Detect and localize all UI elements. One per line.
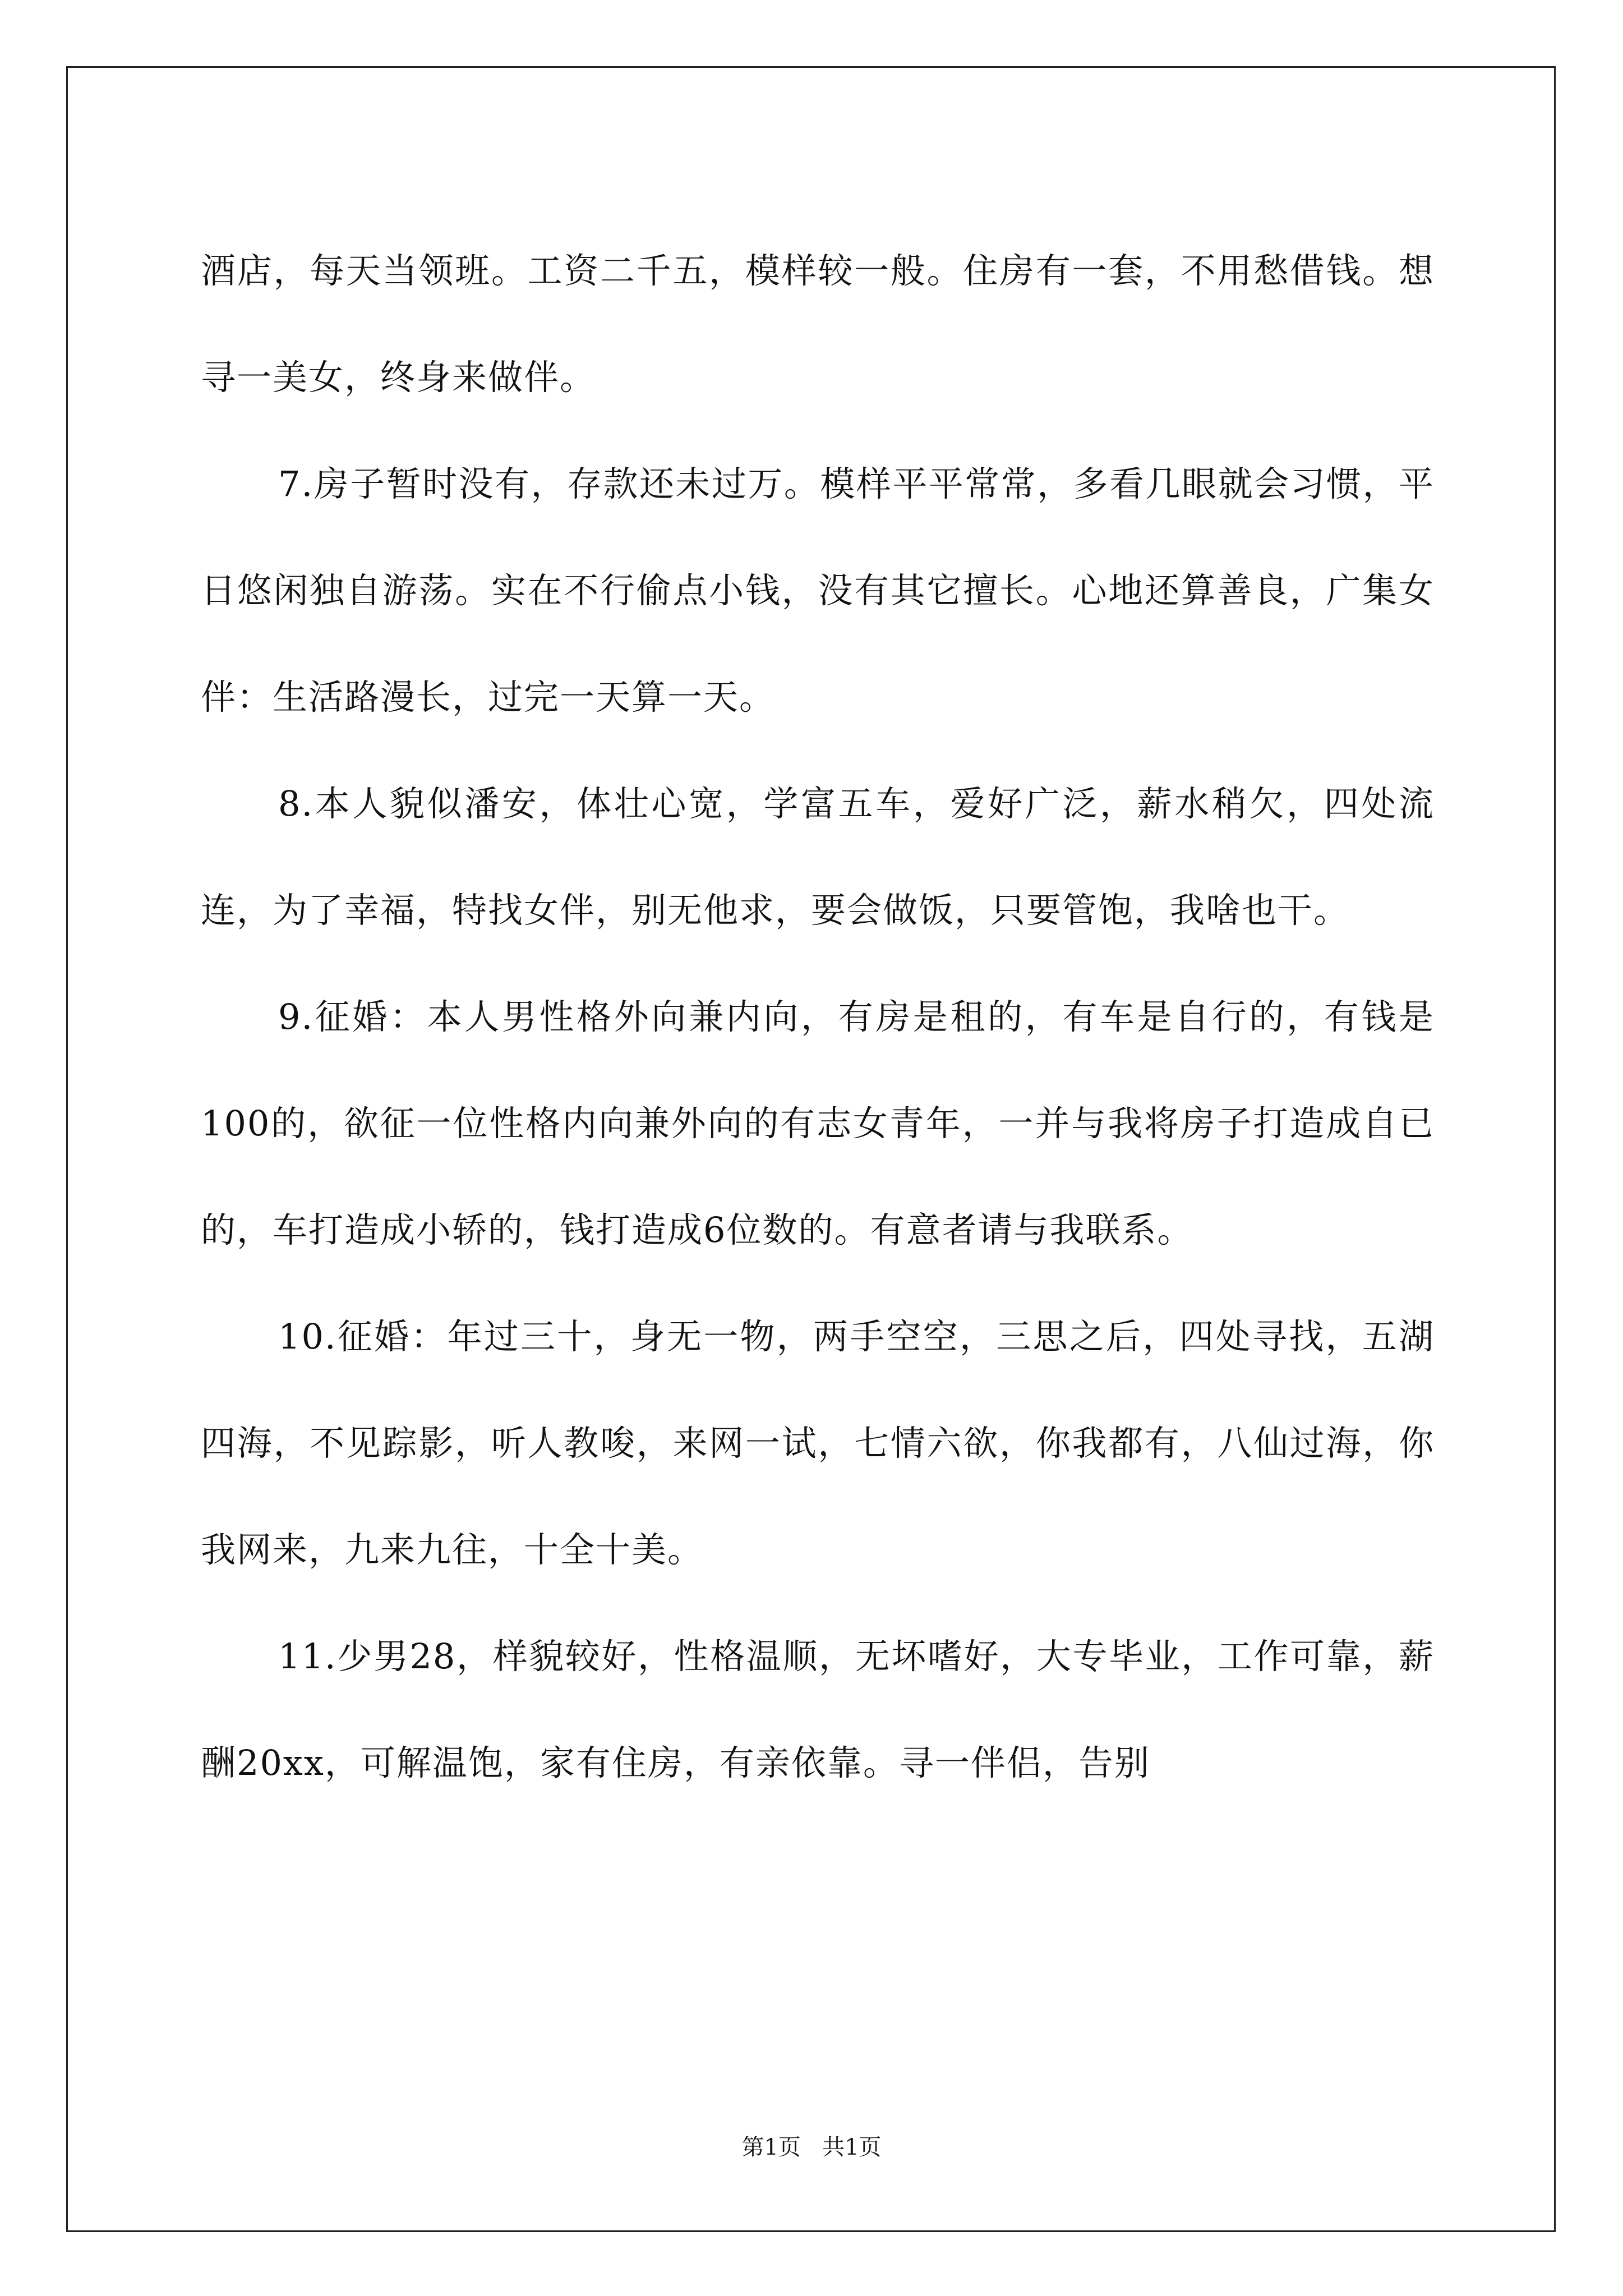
paragraph-continuation: 酒店，每天当领班。工资二千五，模样较一般。住房有一套，不用愁借钱。想寻一美女，终身来做伴。 <box>201 250 1435 398</box>
paragraph-item-9: 9.征婚：本人男性格外向兼内向，有房是租的，有车是自行的，有钱是100的，欲征一位性格内向兼外向的有志女青年，一并与我将房子打造成自已的，车打造成小轿的，钱打造成6位数的。有意者请与我联系。 <box>201 996 1435 1250</box>
paragraph-item-8: 8.本人貌似潘安，体壮心宽，学富五车，爱好广泛，薪水稍欠，四处流连，为了幸福，特找女伴，别无他求，要会做饭，只要管饱，我啥也干。 <box>201 783 1435 931</box>
paragraph-item-7: 7.房子暂时没有，存款还未过万。模样平平常常，多看几眼就会习惯，平日悠闲独自游荡。实在不行偷点小钱，没有其它擅长。心地还算善良，广集女伴：生活路漫长，过完一天算一天。 <box>201 463 1435 717</box>
document-body <box>201 218 1435 1816</box>
page-number: 第1页 <box>741 2134 801 2160</box>
paragraph-item-10: 10.征婚：年过三十，身无一物，两手空空，三思之后，四处寻找，五湖四海，不见踪影，听人教唆，来网一试，七情六欲，你我都有，八仙过海，你我网来，九来九往，十全十美。 <box>201 1316 1435 1570</box>
page-footer <box>0 2129 1623 2161</box>
page-total: 共1页 <box>822 2134 882 2160</box>
paragraph-item-11: 11.少男28，样貌较好，性格温顺，无坏嗜好，大专毕业，工作可靠，薪酬20xx，可解温饱，家有住房，有亲依靠。寻一伴侣，告别 <box>201 1636 1435 1783</box>
